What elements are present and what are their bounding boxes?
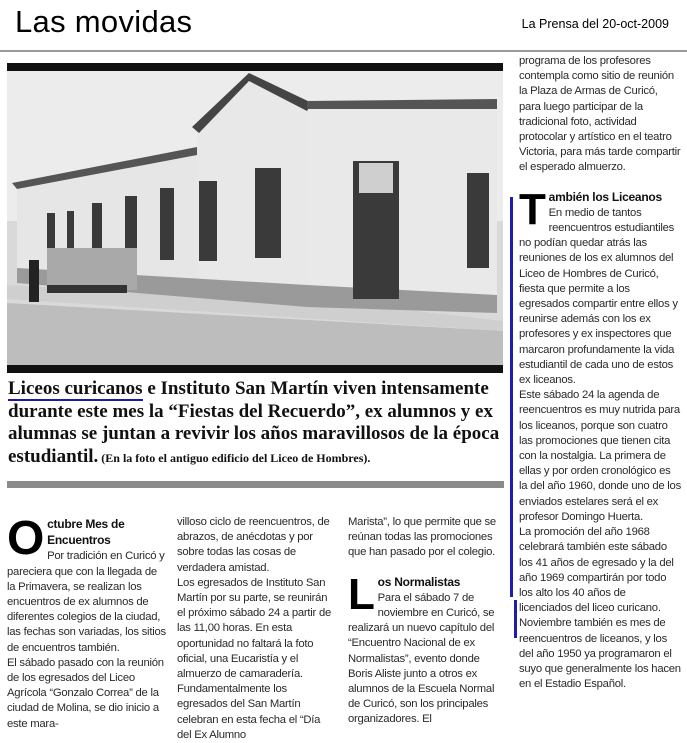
header-divider bbox=[0, 50, 687, 52]
dropcap: L bbox=[348, 569, 375, 619]
dropcap: T bbox=[519, 184, 546, 234]
building-photo bbox=[7, 63, 503, 373]
highlight-marker-line bbox=[514, 600, 517, 638]
article-column-2 bbox=[177, 515, 337, 743]
highlight-marker-line bbox=[510, 197, 513, 597]
dropcap: O bbox=[7, 512, 45, 565]
article-column-1 bbox=[7, 512, 167, 732]
section-title: ctubre Mes de Encuentros bbox=[47, 517, 125, 548]
section-title: os Normalistas bbox=[377, 574, 461, 589]
article-column-3 bbox=[348, 515, 506, 728]
headline-text: e Instituto San Martín viven intensamente durante este mes la “Fiestas del Recuerdo”, ex alumnos y ex alumnas se juntan a revivir los años maravillosos de la época estudiantil. bbox=[8, 378, 500, 467]
headline-underlined: Liceos curicanos bbox=[8, 378, 143, 399]
section-divider bbox=[7, 481, 504, 488]
paragraph: Marista”, lo que permite que se reúnan todas las promociones que han pasado por el colegio. bbox=[348, 516, 496, 559]
headline bbox=[8, 378, 508, 469]
paragraph: Para el sábado 7 de noviembre en Curicó, se realizará un nuevo capítulo del “Encuentro Nacional de ex Normalistas”, evento donde Boris Aliste junto a otros ex alumnos de la Escuela Normal de Curicó, son los principales organizadores. El bbox=[348, 591, 495, 726]
paragraph: Por tradición en Curicó y pareciera que con la llegada de la Primavera, se realizan los encuentros de ex alumnos de diferentes colegios de la ciudad, las fechas son variadas, los sitios de encuentros también. bbox=[7, 550, 166, 654]
article-column-4 bbox=[519, 54, 681, 692]
source-date: La Prensa del 20-oct-2009 bbox=[521, 17, 669, 31]
paragraph: El sábado pasado con la reunión de los egresados del Liceo Agrícola “Gonzalo Correa” de la ciudad de Molina, se dio inicio a este mara- bbox=[7, 656, 164, 730]
photo-caption: (En la foto el antiguo edificio del Liceo de Hombres). bbox=[98, 450, 371, 465]
paragraph: Este sábado 24 la agenda de reencuentros es muy nutrida para los liceanos, porque son cuatro las promociones que tienen cita con la nostalgia. La primera de ellas y por orden cronológico es la del año 1960, donde uno de los enviados estelares será el ex profesor Domingo Huerta. bbox=[519, 389, 681, 523]
page-title: Las movidas bbox=[15, 4, 193, 39]
paragraph: Noviembre también es mes de reencuentros de liceanos, y los del año 1950 ya programaron el suyo que generalmente los hacen en el Estadio Español. bbox=[519, 617, 681, 691]
section-title: ambién los Liceanos bbox=[548, 189, 662, 204]
paragraph: villoso ciclo de reencuentros, de abrazos, de anécdotas y por sobre todas las cosas de verdadera amistad. bbox=[177, 516, 330, 574]
paragraph: La promoción del año 1968 celebrará también este sábado los 41 años de egresado y la del año 1969 compartirán por todo los alto los 40 años de licenciados del liceo curicano. bbox=[519, 526, 674, 615]
paragraph: Los egresados de Instituto San Martín por su parte, se reunirán el próximo sábado 24 a partir de las 11,00 horas. En esta oportunidad no faltará la foto oficial, una Eucaristía y el almuerzo de camaradería. Fundamentalmente los egresados del San Martín celebran en esta fecha el “Día del Ex Alumno bbox=[177, 576, 332, 741]
paragraph: programa de los profesores contempla como sitio de reunión la Plaza de Armas de Curicó, para luego participar de la tradicional foto, actividad protocolar y artístico en el teatro Victoria, para más tarde compartir el esperado almuerzo. bbox=[519, 55, 681, 174]
paragraph: En medio de tantos reencuentros estudiantiles no podían quedar atrás las reuniones de los ex alumnos del Liceo de Hombres de Curicó, fiesta que permite a los egresados compartir entre ellos y reunirse además con los ex profesores y ex inspectores que marcaron profundamente la vida estudiantil de cada uno de estos ex liceanos. bbox=[519, 206, 678, 387]
